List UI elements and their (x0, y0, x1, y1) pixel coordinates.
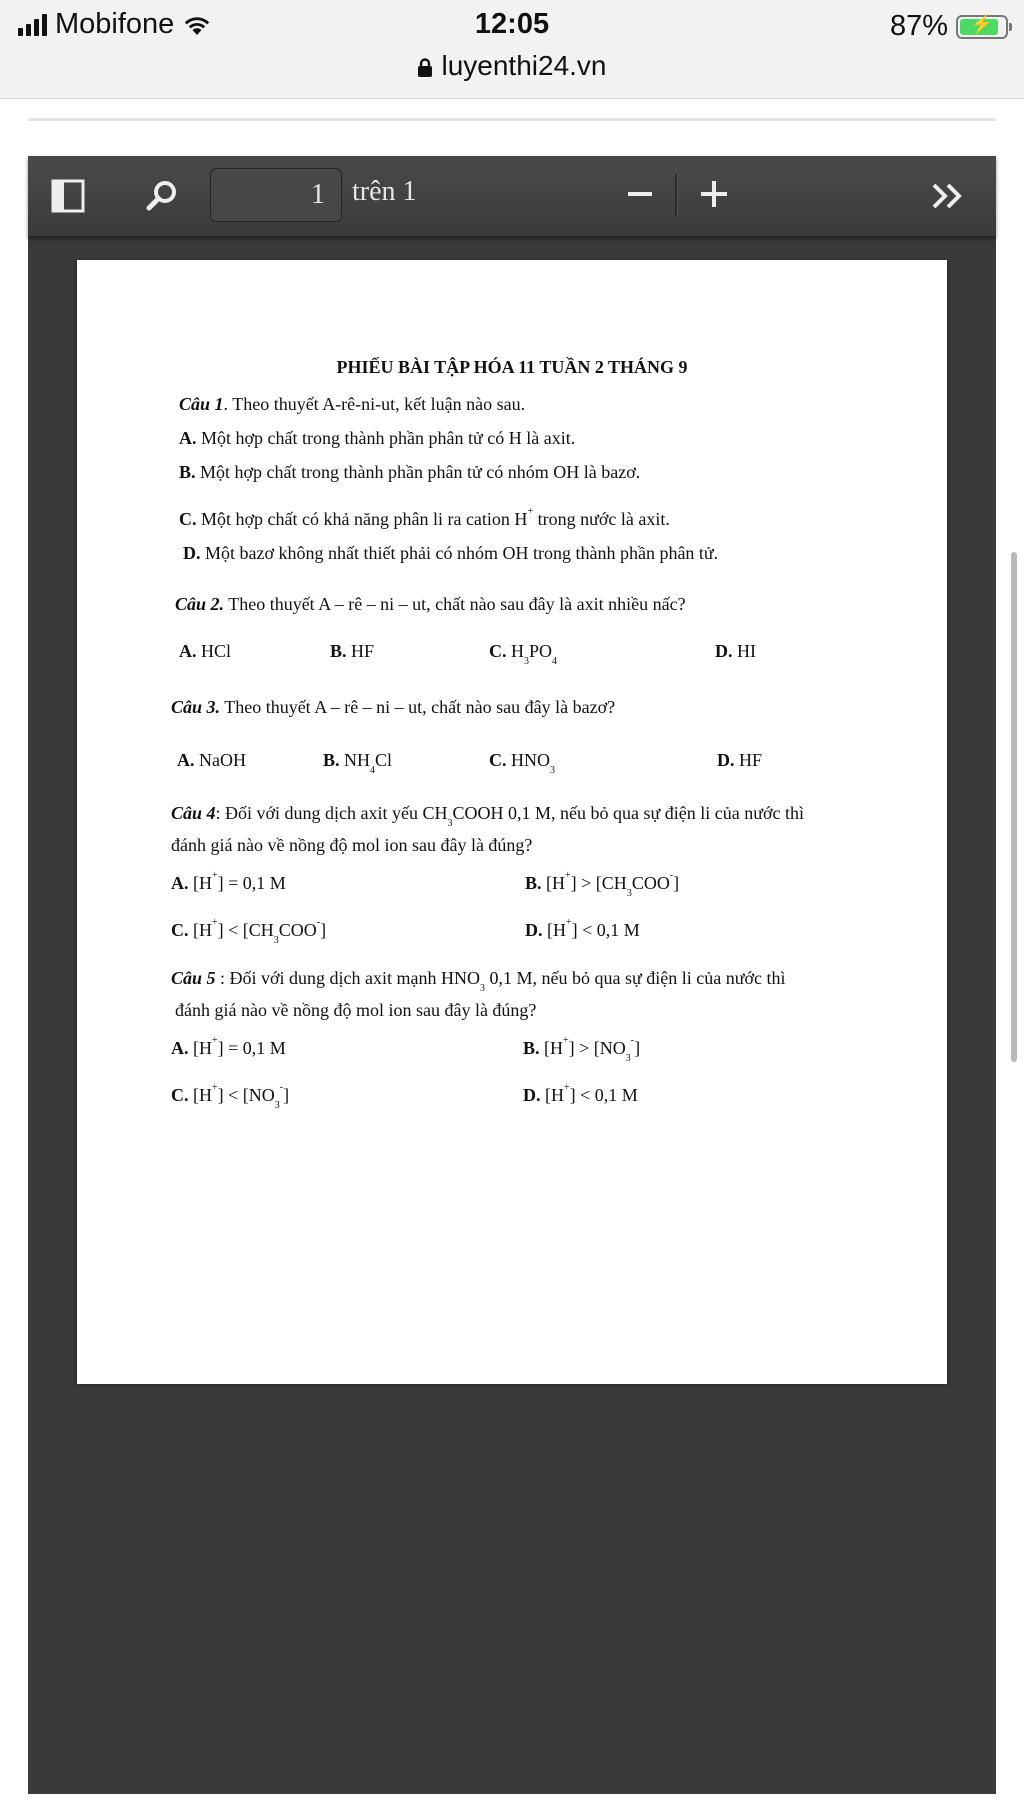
option-label: B. (523, 1038, 540, 1058)
option-text: ] (634, 1038, 641, 1058)
sidebar-toggle-icon (51, 179, 85, 213)
option-text: ] (320, 920, 327, 940)
option-text: ] < [NO (217, 1085, 275, 1105)
question-label: Câu 2. (175, 594, 225, 614)
lock-icon (417, 58, 433, 78)
option-text: Cl (375, 750, 393, 770)
option-label: B. (330, 641, 347, 661)
q2-option-a (179, 641, 231, 662)
subscript: 4 (370, 765, 376, 776)
option-label: C. (489, 641, 507, 661)
question-text: : Đối với dung dịch axit mạnh HNO (215, 968, 481, 988)
option-label: B. (179, 462, 196, 482)
option-text: [H (188, 1038, 212, 1058)
question-4 (171, 803, 805, 829)
q3-option-b (323, 750, 393, 776)
question-2 (175, 594, 686, 615)
q4-option-b (525, 870, 680, 899)
option-text: NaOH (194, 750, 246, 770)
option-text: ] < 0,1 M (571, 920, 640, 940)
double-chevron-right-icon (930, 181, 966, 211)
question-label: Câu 1 (179, 394, 224, 414)
option-text: [H (540, 1085, 564, 1105)
q2-option-b (330, 641, 374, 662)
superscript: + (212, 870, 218, 881)
clock: 12:05 (474, 8, 550, 40)
battery-group (890, 10, 1008, 43)
page-count-label: trên 1 (352, 176, 417, 207)
question-5-cont: đánh giá nào về nồng độ mol ion sau đây là đúng? (175, 1000, 537, 1020)
option-label: D. (715, 641, 733, 661)
browser-url-bar[interactable] (0, 44, 1024, 99)
option-label: A. (177, 750, 195, 770)
q2-option-d (715, 641, 756, 662)
option-label: B. (323, 750, 340, 770)
superscript: + (565, 870, 571, 881)
q3-option-d (717, 750, 762, 771)
q1-option-c (179, 506, 670, 530)
q4-option-a (171, 870, 286, 894)
option-text: HNO (506, 750, 550, 770)
page-number-input[interactable]: 1 (210, 168, 342, 222)
q5-option-b (523, 1035, 641, 1064)
option-text: HI (732, 641, 756, 661)
option-label: C. (179, 509, 197, 529)
superscript: + (527, 506, 534, 517)
document-title: PHIẾU BÀI TẬP HÓA 11 TUẦN 2 THÁNG 9 (336, 357, 688, 377)
subscript: 3 (625, 1053, 631, 1064)
question-text: Theo thuyết A – rê – ni – ut, chất nào sau đây là axit nhiều nấc? (224, 594, 686, 614)
superscript: + (563, 1035, 569, 1046)
option-text: HCl (196, 641, 232, 661)
option-text: Một bazơ không nhất thiết phải có nhóm OH trong thành phần phân tử. (200, 543, 719, 563)
subscript: 3 (274, 1100, 280, 1111)
option-text: [H (542, 920, 566, 940)
q5-option-d (523, 1082, 638, 1106)
superscript: - (630, 1035, 635, 1046)
option-label: C. (171, 920, 189, 940)
question-text: COOH 0,1 M, nếu bỏ qua sự điện li của nước thì (452, 803, 805, 823)
tools-menu-button[interactable] (926, 174, 970, 218)
zoom-out-icon (626, 180, 654, 208)
question-4-cont: đánh giá nào về nồng độ mol ion sau đây là đúng? (171, 835, 533, 855)
option-text: [H (188, 873, 212, 893)
superscript: + (212, 1082, 218, 1093)
battery-percent: 87% (889, 10, 948, 42)
q3-option-c (489, 750, 555, 776)
option-text: ] = 0,1 M (217, 873, 286, 893)
question-text: Theo thuyết A – rê – ni – ut, chất nào sau đây là bazơ? (220, 697, 616, 717)
option-text: ] > [NO (568, 1038, 626, 1058)
superscript: - (669, 870, 674, 881)
option-label: C. (489, 750, 507, 770)
sidebar-toggle-button[interactable] (50, 178, 86, 214)
option-text: [H (188, 920, 212, 940)
q4-option-c (171, 917, 327, 946)
option-text: COO (631, 873, 670, 893)
url-display[interactable] (0, 50, 1024, 82)
q4-option-d (525, 917, 640, 941)
option-text: HF (734, 750, 763, 770)
subscript: 3 (550, 765, 555, 776)
q1-option-b (179, 462, 640, 483)
option-text: ] = 0,1 M (217, 1038, 286, 1058)
option-label: B. (525, 873, 542, 893)
q5-option-c (171, 1082, 290, 1111)
option-text: NH (339, 750, 371, 770)
url-text: luyenthi24.vn (441, 50, 607, 81)
q1-option-a (179, 428, 575, 449)
option-text: ] < [CH (217, 920, 274, 940)
option-text: Một hợp chất trong thành phần phân tử có H là axit. (196, 428, 576, 448)
subscript: 3 (480, 983, 486, 994)
option-label: D. (525, 920, 543, 940)
question-1 (179, 394, 525, 415)
carrier-name: Mobifone (55, 8, 175, 40)
q3-option-a (177, 750, 246, 771)
option-text: [H (541, 873, 566, 893)
superscript: - (316, 917, 321, 928)
superscript: + (212, 917, 218, 928)
option-text: Một hợp chất có khả năng phân li ra cation H (196, 509, 528, 529)
superscript: - (279, 1082, 284, 1093)
question-label: Câu 4 (171, 803, 216, 823)
option-text: Một hợp chất trong thành phần phân tử có nhóm OH là bazơ. (195, 462, 641, 482)
option-text: HF (346, 641, 375, 661)
option-label: A. (171, 1038, 189, 1058)
option-label: D. (717, 750, 735, 770)
superscript: + (564, 1082, 570, 1093)
question-3 (171, 697, 615, 718)
option-text: ] (673, 873, 680, 893)
zoom-in-icon (699, 179, 729, 209)
option-text: trong nước là axit. (533, 509, 670, 529)
q2-option-c (489, 641, 558, 667)
question-text: : Đối với dung dịch axit yếu CH (215, 803, 448, 823)
question-text: 0,1 M, nếu bỏ qua sự điện li của nước thì (485, 968, 786, 988)
option-label: A. (179, 641, 197, 661)
zoom-out-button[interactable] (618, 172, 662, 216)
zoom-in-button[interactable] (692, 172, 736, 216)
option-label: A. (179, 428, 197, 448)
battery-icon (956, 15, 1008, 39)
pdf-toolbar (28, 156, 996, 237)
option-label: D. (523, 1085, 541, 1105)
question-5 (171, 968, 786, 994)
option-text: [H (188, 1085, 212, 1105)
subscript: 3 (447, 818, 453, 829)
divider (28, 118, 996, 121)
option-text: [H (539, 1038, 564, 1058)
charging-bolt-icon: ⚡ (970, 13, 994, 34)
superscript: + (212, 1035, 218, 1046)
pdf-page (77, 260, 947, 1384)
q1-option-d (183, 543, 718, 564)
option-label: D. (183, 543, 201, 563)
option-label: C. (171, 1085, 189, 1105)
subscript: 3 (273, 935, 279, 946)
option-text: COO (278, 920, 317, 940)
scroll-indicator[interactable] (1011, 552, 1017, 1062)
option-text: ] (283, 1085, 290, 1105)
question-text: . Theo thuyết A-rê-ni-ut, kết luận nào sau. (223, 394, 526, 414)
subscript: 3 (524, 656, 529, 667)
option-text: ] > [CH (570, 873, 627, 893)
toolbar-separator (675, 174, 678, 216)
option-text: PO (529, 641, 553, 661)
option-label: A. (171, 873, 189, 893)
search-icon (145, 179, 179, 213)
subscript: 4 (552, 656, 558, 667)
superscript: + (566, 917, 572, 928)
subscript: 3 (626, 888, 632, 899)
option-text: H (506, 641, 524, 661)
pdf-viewer[interactable] (28, 156, 996, 1794)
question-label: Câu 3. (171, 697, 221, 717)
question-label: Câu 5 (171, 968, 216, 988)
search-button[interactable] (142, 176, 182, 216)
option-text: ] < 0,1 M (569, 1085, 638, 1105)
q5-option-a (171, 1035, 286, 1059)
